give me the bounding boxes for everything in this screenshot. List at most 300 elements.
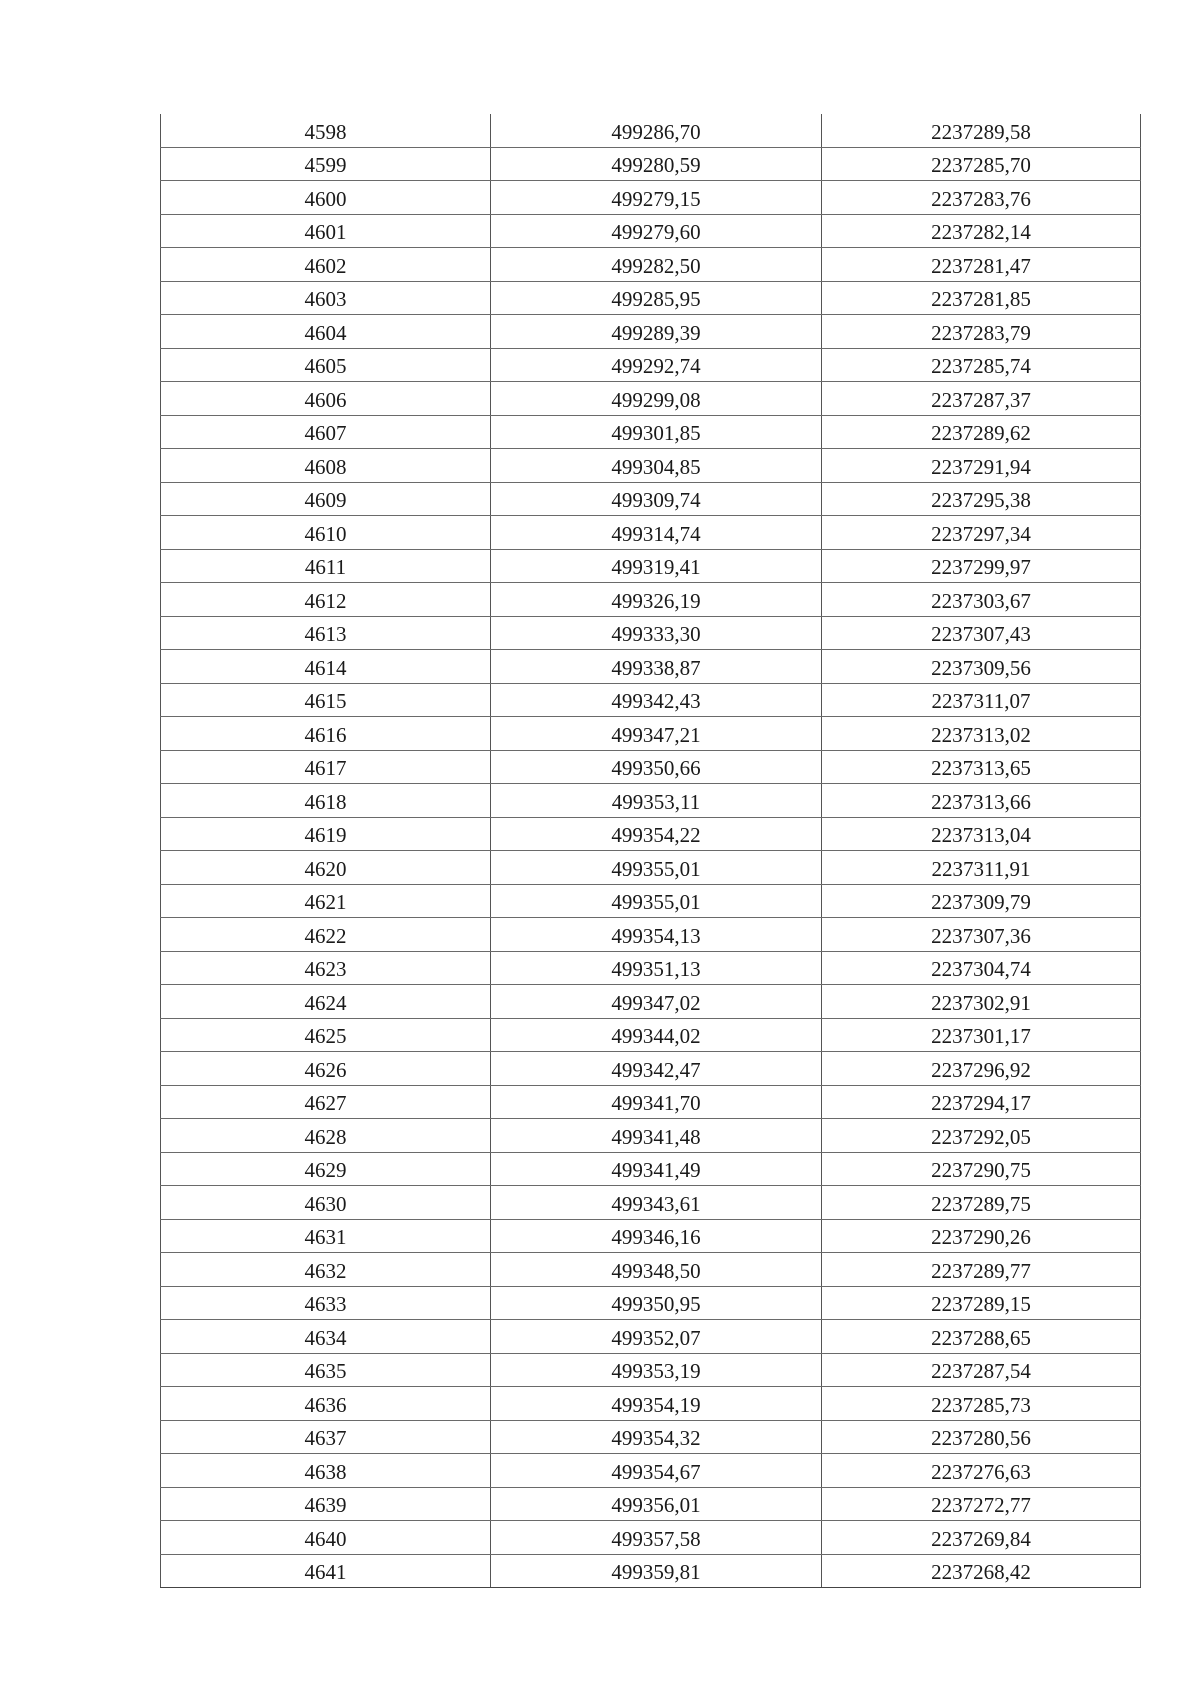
point-number-cell-text: 4599 [304,153,347,178]
y-coordinate-cell-text: 2237287,54 [931,1359,1031,1384]
x-coordinate-cell [491,382,822,416]
table-row [161,549,1141,583]
table-row [161,918,1141,952]
table-row [161,717,1141,751]
y-coordinate-cell-text: 2237311,07 [931,689,1031,714]
y-coordinate-cell [822,616,1141,650]
x-coordinate-cell [491,114,822,147]
table-row [161,1253,1141,1287]
x-coordinate-cell-text: 499333,30 [611,622,701,647]
y-coordinate-cell [822,315,1141,349]
point-number-cell-text: 4609 [304,488,347,513]
x-coordinate-cell [491,583,822,617]
x-coordinate-cell-text: 499359,81 [611,1560,701,1585]
y-coordinate-cell-text: 2237296,92 [931,1057,1031,1082]
table-row [161,1286,1141,1320]
y-coordinate-cell-text: 2237282,14 [931,220,1031,245]
point-number-cell-text: 4634 [304,1325,347,1350]
y-coordinate-cell-text: 2237269,84 [931,1526,1031,1551]
y-coordinate-cell [822,951,1141,985]
x-coordinate-cell [491,1018,822,1052]
y-coordinate-cell-text: 2237283,79 [931,320,1031,345]
y-coordinate-cell-text: 2237299,97 [931,555,1031,580]
y-coordinate-cell-text: 2237288,65 [931,1325,1031,1350]
x-coordinate-cell [491,683,822,717]
point-number-cell-text: 4633 [304,1292,347,1317]
x-coordinate-cell [491,549,822,583]
y-coordinate-cell-text: 2237281,47 [931,253,1031,278]
y-coordinate-cell-text: 2237289,77 [931,1258,1031,1283]
x-coordinate-cell-text: 499342,43 [611,689,701,714]
point-number-cell-text: 4624 [304,990,347,1015]
point-number-cell [161,1018,491,1052]
y-coordinate-cell [822,583,1141,617]
y-coordinate-cell [822,683,1141,717]
point-number-cell-text: 4607 [304,421,347,446]
y-coordinate-cell-text: 2237289,58 [931,119,1031,144]
x-coordinate-cell-text: 499304,85 [611,454,701,479]
x-coordinate-cell-text: 499346,16 [611,1225,701,1250]
y-coordinate-cell-text: 2237276,63 [931,1459,1031,1484]
point-number-cell [161,348,491,382]
x-coordinate-cell [491,1320,822,1354]
point-number-cell-text: 4638 [304,1459,347,1484]
point-number-cell [161,1253,491,1287]
point-number-cell-text: 4600 [304,186,347,211]
y-coordinate-cell [822,114,1141,147]
x-coordinate-cell [491,1487,822,1521]
y-coordinate-cell-text: 2237280,56 [931,1426,1031,1451]
y-coordinate-cell-text: 2237292,05 [931,1124,1031,1149]
table-row [161,415,1141,449]
point-number-cell [161,248,491,282]
y-coordinate-cell-text: 2237313,65 [931,756,1031,781]
table-row [161,583,1141,617]
x-coordinate-cell [491,348,822,382]
x-coordinate-cell [491,1286,822,1320]
point-number-cell [161,181,491,215]
y-coordinate-cell [822,1554,1141,1588]
point-number-cell-text: 4616 [304,722,347,747]
y-coordinate-cell-text: 2237290,75 [931,1158,1031,1183]
table-row [161,482,1141,516]
x-coordinate-cell [491,884,822,918]
y-coordinate-cell-text: 2237295,38 [931,488,1031,513]
y-coordinate-cell-text: 2237313,66 [931,789,1031,814]
y-coordinate-cell [822,650,1141,684]
y-coordinate-cell-text: 2237294,17 [931,1091,1031,1116]
y-coordinate-cell [822,1487,1141,1521]
x-coordinate-cell-text: 499319,41 [611,555,701,580]
y-coordinate-cell [822,784,1141,818]
x-coordinate-cell-text: 499347,02 [611,990,701,1015]
point-number-cell-text: 4610 [304,521,347,546]
table-row [161,1152,1141,1186]
y-coordinate-cell-text: 2237304,74 [931,957,1031,982]
point-number-cell [161,281,491,315]
x-coordinate-cell-text: 499280,59 [611,153,701,178]
x-coordinate-cell-text: 499314,74 [611,521,701,546]
y-coordinate-cell [822,214,1141,248]
x-coordinate-cell-text: 499354,32 [611,1426,701,1451]
x-coordinate-cell-text: 499354,19 [611,1392,701,1417]
x-coordinate-cell [491,650,822,684]
table-row [161,281,1141,315]
point-number-cell-text: 4637 [304,1426,347,1451]
y-coordinate-cell-text: 2237309,79 [931,890,1031,915]
y-coordinate-cell [822,1353,1141,1387]
point-number-cell-text: 4612 [304,588,347,613]
point-number-cell [161,315,491,349]
table-row [161,214,1141,248]
table-row [161,951,1141,985]
y-coordinate-cell-text: 2237309,56 [931,655,1031,680]
point-number-cell [161,1085,491,1119]
y-coordinate-cell-text: 2237290,26 [931,1225,1031,1250]
x-coordinate-cell [491,516,822,550]
y-coordinate-cell-text: 2237302,91 [931,990,1031,1015]
point-number-cell [161,750,491,784]
x-coordinate-cell [491,717,822,751]
y-coordinate-cell-text: 2237307,36 [931,923,1031,948]
y-coordinate-cell-text: 2237311,91 [931,856,1031,881]
y-coordinate-cell-text: 2237307,43 [931,622,1031,647]
point-number-cell [161,918,491,952]
point-number-cell [161,1420,491,1454]
table-row [161,181,1141,215]
point-number-cell [161,1387,491,1421]
table-row [161,1052,1141,1086]
x-coordinate-cell [491,415,822,449]
y-coordinate-cell [822,1085,1141,1119]
y-coordinate-cell [822,1253,1141,1287]
x-coordinate-cell-text: 499341,48 [611,1124,701,1149]
point-number-cell-text: 4622 [304,923,347,948]
x-coordinate-cell [491,214,822,248]
point-number-cell [161,583,491,617]
table-row [161,382,1141,416]
x-coordinate-cell-text: 499355,01 [611,856,701,881]
point-number-cell-text: 4623 [304,957,347,982]
point-number-cell [161,1286,491,1320]
table-row [161,1554,1141,1588]
table-row [161,114,1141,147]
y-coordinate-cell-text: 2237313,04 [931,823,1031,848]
x-coordinate-cell-text: 499347,21 [611,722,701,747]
x-coordinate-cell-text: 499356,01 [611,1493,701,1518]
y-coordinate-cell [822,248,1141,282]
y-coordinate-cell [822,348,1141,382]
table-row [161,784,1141,818]
x-coordinate-cell [491,1420,822,1454]
y-coordinate-cell [822,884,1141,918]
x-coordinate-cell [491,784,822,818]
x-coordinate-cell [491,1085,822,1119]
point-number-cell-text: 4617 [304,756,347,781]
x-coordinate-cell [491,1454,822,1488]
x-coordinate-cell-text: 499354,22 [611,823,701,848]
x-coordinate-cell [491,1052,822,1086]
table-row [161,1387,1141,1421]
x-coordinate-cell [491,315,822,349]
x-coordinate-cell-text: 499279,15 [611,186,701,211]
table-row [161,315,1141,349]
table-row [161,817,1141,851]
x-coordinate-cell-text: 499341,70 [611,1091,701,1116]
table-row [161,616,1141,650]
point-number-cell-text: 4630 [304,1191,347,1216]
point-number-cell-text: 4627 [304,1091,347,1116]
point-number-cell [161,1454,491,1488]
point-number-cell [161,1219,491,1253]
y-coordinate-cell [822,415,1141,449]
x-coordinate-cell [491,281,822,315]
point-number-cell-text: 4620 [304,856,347,881]
y-coordinate-cell [822,1454,1141,1488]
table-row [161,683,1141,717]
x-coordinate-cell-text: 499350,66 [611,756,701,781]
y-coordinate-cell-text: 2237285,70 [931,153,1031,178]
x-coordinate-cell-text: 499289,39 [611,320,701,345]
x-coordinate-cell [491,750,822,784]
table-row [161,985,1141,1019]
point-number-cell [161,1152,491,1186]
point-number-cell [161,1119,491,1153]
x-coordinate-cell [491,1554,822,1588]
x-coordinate-cell-text: 499353,11 [611,789,701,814]
x-coordinate-cell-text: 499343,61 [611,1191,701,1216]
point-number-cell [161,985,491,1019]
table-row [161,248,1141,282]
y-coordinate-cell [822,1152,1141,1186]
x-coordinate-cell-text: 499292,74 [611,354,701,379]
table-row [161,1420,1141,1454]
y-coordinate-cell [822,1286,1141,1320]
point-number-cell-text: 4611 [304,555,347,580]
point-number-cell-text: 4621 [304,890,347,915]
y-coordinate-cell-text: 2237297,34 [931,521,1031,546]
y-coordinate-cell [822,750,1141,784]
point-number-cell-text: 4625 [304,1024,347,1049]
point-number-cell [161,382,491,416]
x-coordinate-cell [491,181,822,215]
y-coordinate-cell [822,851,1141,885]
y-coordinate-cell [822,1186,1141,1220]
y-coordinate-cell [822,482,1141,516]
point-number-cell [161,1521,491,1555]
table-row [161,348,1141,382]
y-coordinate-cell [822,817,1141,851]
x-coordinate-cell-text: 499354,13 [611,923,701,948]
x-coordinate-cell-text: 499357,58 [611,1526,701,1551]
point-number-cell [161,147,491,181]
x-coordinate-cell-text: 499355,01 [611,890,701,915]
point-number-cell-text: 4635 [304,1359,347,1384]
point-number-cell [161,449,491,483]
point-number-cell-text: 4615 [304,689,347,714]
x-coordinate-cell-text: 499286,70 [611,119,701,144]
y-coordinate-cell-text: 2237289,75 [931,1191,1031,1216]
point-number-cell [161,1052,491,1086]
y-coordinate-cell-text: 2237289,62 [931,421,1031,446]
x-coordinate-cell-text: 499299,08 [611,387,701,412]
point-number-cell [161,884,491,918]
y-coordinate-cell-text: 2237272,77 [931,1493,1031,1518]
y-coordinate-cell-text: 2237313,02 [931,722,1031,747]
table-row [161,147,1141,181]
point-number-cell [161,549,491,583]
y-coordinate-cell [822,1420,1141,1454]
x-coordinate-cell [491,482,822,516]
y-coordinate-cell [822,281,1141,315]
point-number-cell [161,616,491,650]
x-coordinate-cell-text: 499353,19 [611,1359,701,1384]
y-coordinate-cell [822,1018,1141,1052]
table-row [161,516,1141,550]
point-number-cell-text: 4631 [304,1225,347,1250]
point-number-cell [161,1487,491,1521]
point-number-cell [161,1554,491,1588]
y-coordinate-cell [822,1521,1141,1555]
x-coordinate-cell [491,985,822,1019]
x-coordinate-cell [491,248,822,282]
point-number-cell-text: 4613 [304,622,347,647]
point-number-cell-text: 4628 [304,1124,347,1149]
table-row [161,1018,1141,1052]
table-row [161,750,1141,784]
y-coordinate-cell [822,1387,1141,1421]
x-coordinate-cell [491,918,822,952]
point-number-cell-text: 4604 [304,320,347,345]
y-coordinate-cell-text: 2237283,76 [931,186,1031,211]
point-number-cell [161,951,491,985]
x-coordinate-cell [491,1219,822,1253]
y-coordinate-cell [822,549,1141,583]
y-coordinate-cell [822,147,1141,181]
point-number-cell-text: 4601 [304,220,347,245]
point-number-cell [161,482,491,516]
table-row [161,449,1141,483]
x-coordinate-cell-text: 499341,49 [611,1158,701,1183]
y-coordinate-cell-text: 2237287,37 [931,387,1031,412]
table-row [161,1085,1141,1119]
point-number-cell-text: 4614 [304,655,347,680]
y-coordinate-cell [822,1219,1141,1253]
point-number-cell-text: 4640 [304,1526,347,1551]
y-coordinate-cell-text: 2237291,94 [931,454,1031,479]
table-row [161,1487,1141,1521]
x-coordinate-cell-text: 499338,87 [611,655,701,680]
point-number-cell [161,650,491,684]
point-number-cell-text: 4603 [304,287,347,312]
x-coordinate-cell [491,951,822,985]
point-number-cell [161,817,491,851]
table-row [161,1219,1141,1253]
table-row [161,884,1141,918]
point-number-cell-text: 4641 [304,1560,347,1585]
table-row [161,650,1141,684]
y-coordinate-cell-text: 2237285,74 [931,354,1031,379]
x-coordinate-cell-text: 499285,95 [611,287,701,312]
y-coordinate-cell-text: 2237281,85 [931,287,1031,312]
y-coordinate-cell [822,918,1141,952]
x-coordinate-cell [491,1119,822,1153]
x-coordinate-cell [491,1253,822,1287]
x-coordinate-cell [491,1521,822,1555]
y-coordinate-cell [822,382,1141,416]
coordinates-table [160,114,1141,1588]
point-number-cell [161,1320,491,1354]
x-coordinate-cell-text: 499348,50 [611,1258,701,1283]
y-coordinate-cell [822,717,1141,751]
point-number-cell [161,717,491,751]
point-number-cell-text: 4632 [304,1258,347,1283]
y-coordinate-cell [822,181,1141,215]
point-number-cell-text: 4608 [304,454,347,479]
point-number-cell-text: 4639 [304,1493,347,1518]
x-coordinate-cell [491,1353,822,1387]
point-number-cell [161,851,491,885]
point-number-cell [161,214,491,248]
point-number-cell-text: 4605 [304,354,347,379]
point-number-cell-text: 4619 [304,823,347,848]
table-row [161,1454,1141,1488]
x-coordinate-cell-text: 499350,95 [611,1292,701,1317]
x-coordinate-cell [491,817,822,851]
x-coordinate-cell [491,1186,822,1220]
table-row [161,1521,1141,1555]
point-number-cell-text: 4636 [304,1392,347,1417]
y-coordinate-cell-text: 2237285,73 [931,1392,1031,1417]
y-coordinate-cell-text: 2237301,17 [931,1024,1031,1049]
x-coordinate-cell [491,1387,822,1421]
x-coordinate-cell [491,147,822,181]
x-coordinate-cell-text: 499309,74 [611,488,701,513]
y-coordinate-cell [822,449,1141,483]
table-row [161,851,1141,885]
x-coordinate-cell-text: 499344,02 [611,1024,701,1049]
point-number-cell [161,784,491,818]
point-number-cell-text: 4618 [304,789,347,814]
point-number-cell [161,1353,491,1387]
y-coordinate-cell-text: 2237289,15 [931,1292,1031,1317]
x-coordinate-cell [491,449,822,483]
y-coordinate-cell [822,516,1141,550]
y-coordinate-cell-text: 2237268,42 [931,1560,1031,1585]
table-row [161,1186,1141,1220]
coordinates-table-body [161,114,1141,1588]
table-row [161,1119,1141,1153]
point-number-cell [161,516,491,550]
y-coordinate-cell-text: 2237303,67 [931,588,1031,613]
point-number-cell-text: 4606 [304,387,347,412]
point-number-cell [161,1186,491,1220]
point-number-cell-text: 4602 [304,253,347,278]
y-coordinate-cell [822,1052,1141,1086]
x-coordinate-cell [491,851,822,885]
y-coordinate-cell [822,985,1141,1019]
x-coordinate-cell-text: 499301,85 [611,421,701,446]
y-coordinate-cell [822,1320,1141,1354]
table-row [161,1320,1141,1354]
point-number-cell-text: 4598 [304,119,347,144]
point-number-cell-text: 4626 [304,1057,347,1082]
x-coordinate-cell-text: 499351,13 [611,957,701,982]
x-coordinate-cell-text: 499279,60 [611,220,701,245]
table-row [161,1353,1141,1387]
x-coordinate-cell-text: 499342,47 [611,1057,701,1082]
x-coordinate-cell-text: 499354,67 [611,1459,701,1484]
